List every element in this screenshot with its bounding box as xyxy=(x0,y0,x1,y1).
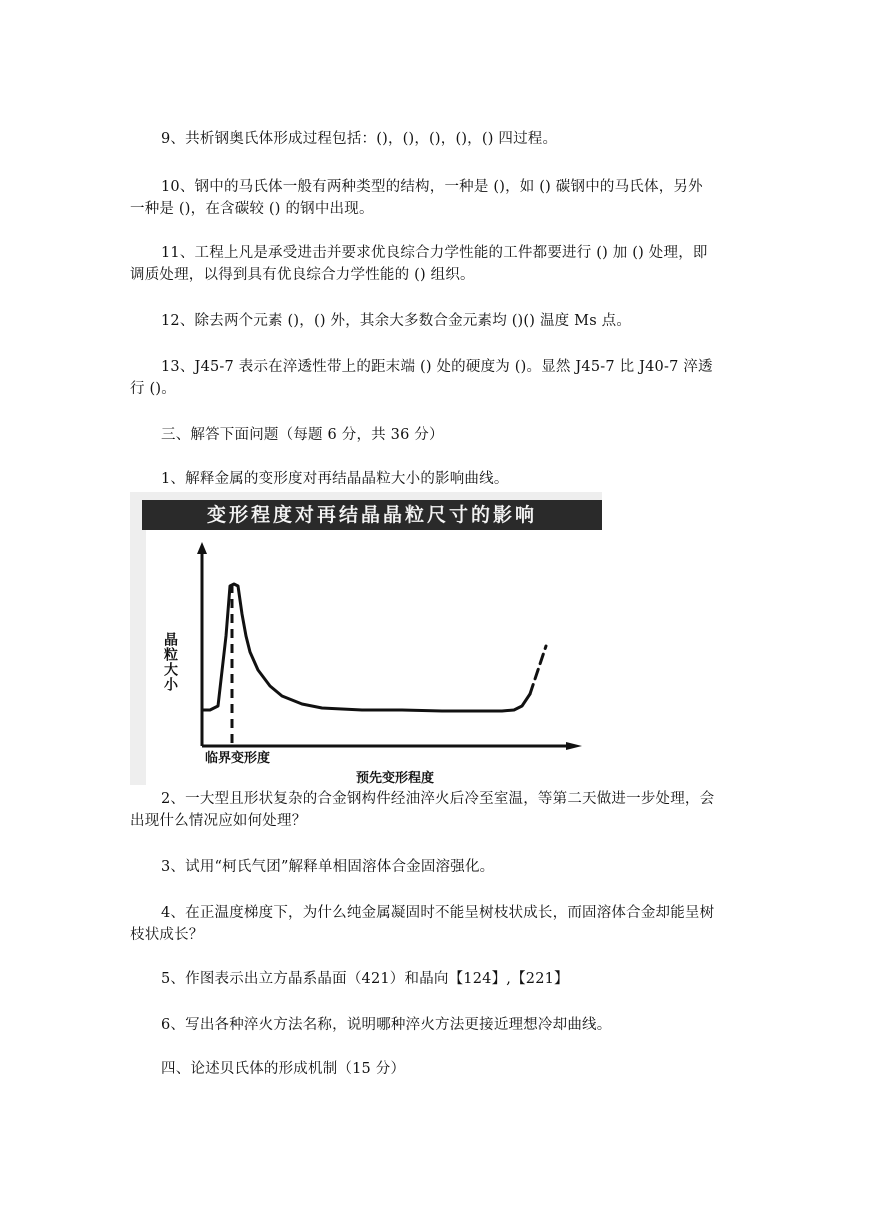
recrystallization-grain-size-chart xyxy=(130,492,602,785)
subquestion-1: 1、解释金属的变形度对再结晶晶粒大小的影响曲线。 xyxy=(161,471,509,487)
subquestion-2-line-2: 出现什么情况应如何处理？ xyxy=(130,813,307,829)
chart-svg xyxy=(130,492,602,785)
question-13-line-2: 行 ()。 xyxy=(130,381,176,397)
question-12: 12、除去两个元素 ()，() 外，其余大多数合金元素均 ()() 温度 Ms 点。 xyxy=(161,313,632,329)
question-10-line-2: 一种是 ()，在含碳较 () 的钢中出现。 xyxy=(130,201,374,217)
subquestion-3: 3、试用“柯氏气团”解释单相固溶体合金固溶强化。 xyxy=(161,859,495,875)
question-11-line-2: 调质处理，以得到具有优良综合力学性能的 () 组织。 xyxy=(130,267,475,283)
y-axis-arrow xyxy=(197,542,207,554)
section-4-heading: 四、论述贝氏体的形成机制（15 分） xyxy=(161,1061,406,1077)
critical-deformation-label: 临界变形度 xyxy=(205,751,271,766)
subquestion-2-line-1: 2、一大型且形状复杂的合金钢构件经油淬火后冷至室温，等第二天做进一步处理，会 xyxy=(161,791,715,807)
x-axis-label: 预先变形程度 xyxy=(356,771,435,785)
grain-size-curve-dashed-segment xyxy=(530,646,546,694)
subquestion-5: 5、作图表示出立方晶系晶面（421）和晶向【124】,【221】 xyxy=(161,971,569,987)
question-11-line-1: 11、工程上凡是承受进击并要求优良综合力学性能的工件都要进行 () 加 () 处理，即 xyxy=(161,245,708,261)
subquestion-4-line-1: 4、在正温度梯度下，为什么纯金属凝固时不能呈树枝状成长，而固溶体合金却能呈树 xyxy=(161,905,715,921)
x-axis-arrow xyxy=(566,742,582,750)
question-9: 9、共析钢奥氏体形成过程包括：()，()，()，()，() 四过程。 xyxy=(161,131,558,147)
question-10-line-1: 10、钢中的马氏体一般有两种类型的结构，一种是 ()，如 () 碳钢中的马氏体，另外 xyxy=(161,179,703,195)
grain-size-curve xyxy=(202,584,530,711)
section-3-heading: 三、解答下面问题（每题 6 分，共 36 分） xyxy=(161,427,444,443)
subquestion-6: 6、写出各种淬火方法名称，说明哪种淬火方法更接近理想冷却曲线。 xyxy=(161,1017,612,1033)
subquestion-4-line-2: 枝状成长？ xyxy=(130,927,204,943)
question-13-line-1: 13、J45-7 表示在淬透性带上的距末端 () 处的硬度为 ()。显然 J45-7 比 J40-7 淬透 xyxy=(161,359,713,375)
chart-title: 变形程度对再结晶晶粒尺寸的影响 xyxy=(206,504,537,526)
y-axis-label: 晶粒大小 xyxy=(162,632,178,692)
